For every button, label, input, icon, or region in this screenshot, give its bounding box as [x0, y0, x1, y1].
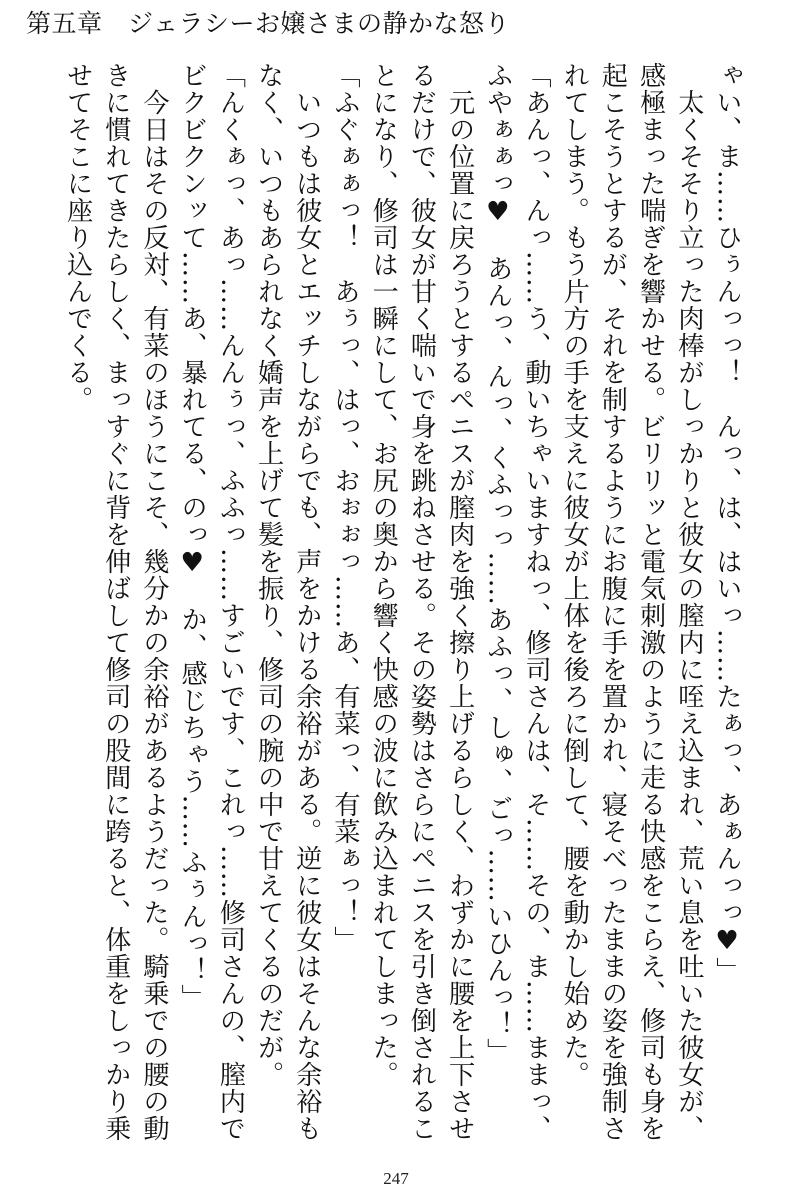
paragraph: 「ふぐぁぁっ！ あぅっ、はっ、おぉぉっ……あ、有菜っ、有菜ぁっ！」: [329, 62, 360, 953]
page-number: 247: [383, 1169, 409, 1188]
paragraph: 今日はその反対、有菜のほうにこそ、幾分かの余裕があるようだった。騎乗での腰の動きに慣れてきたらしく、まっすぐに背を伸ばして修司の股間に跨ると、体重をしっかり乗せてそこに座り込んでくる。: [62, 62, 169, 1142]
paragraph: ゃい、ま……ひぅんっっ！ んっ、は、はいっ……たぁっ、あぁんっっ♥」: [712, 62, 742, 984]
vertical-body-text: [26, 62, 746, 1162]
paragraph: 元の位置に戻ろうとするペニスが膣肉を強く擦り上げるらしく、わずかに腰を上下させるだけで、彼女が甘く喘いで身を跳ねさせる。その姿勢はさらにペニスを引き倒されることになり、修司は一瞬にして、お尻の奥から響く快感の波に飲み込まれてしまった。: [368, 62, 475, 1142]
paragraph: 「あんっ、んっ……う、動いちゃいますねっ、修司さんは、そ……その、ま……ままっ、ふやぁぁっ♥ あんっ、んっ、くふっっ……あふっ、しゅ、ごっ……いひんっ！」: [482, 62, 551, 1142]
paragraph: いつもは彼女とエッチしながらでも、声をかける余裕がある。逆に彼女はそんな余裕もなく、いつもあられなく嬌声を上げて髪を振り、修司の腕の中で甘えてくるのだが。: [253, 62, 322, 1142]
paragraph: 太くそそり立った肉棒がしっかりと彼女の膣内に咥え込まれ、荒い息を吐いた彼女が、感極まった喘ぎを響かせる。ビリリッと電気刺激のように走る快感をこらえ、修司も身を起こそうとするが、それを制するようにお腹に手を置かれ、寝そべったままの姿を強制されてしまう。もう片方の手を支えに彼女が上体を後ろに倒して、腰を動かし始めた。: [559, 62, 704, 1142]
chapter-running-head: 第五章 ジェラシーお嬢さまの静かな怒り: [26, 9, 511, 38]
paragraph: 「んくぁっ、あっ……んんぅっ、ふふっ……すごいです、これっ……修司さんの、膣内でビクビクンッて……あ、暴れてる、のっ♥ か、感じちゃう……ふぅんっ！」: [177, 62, 246, 1142]
